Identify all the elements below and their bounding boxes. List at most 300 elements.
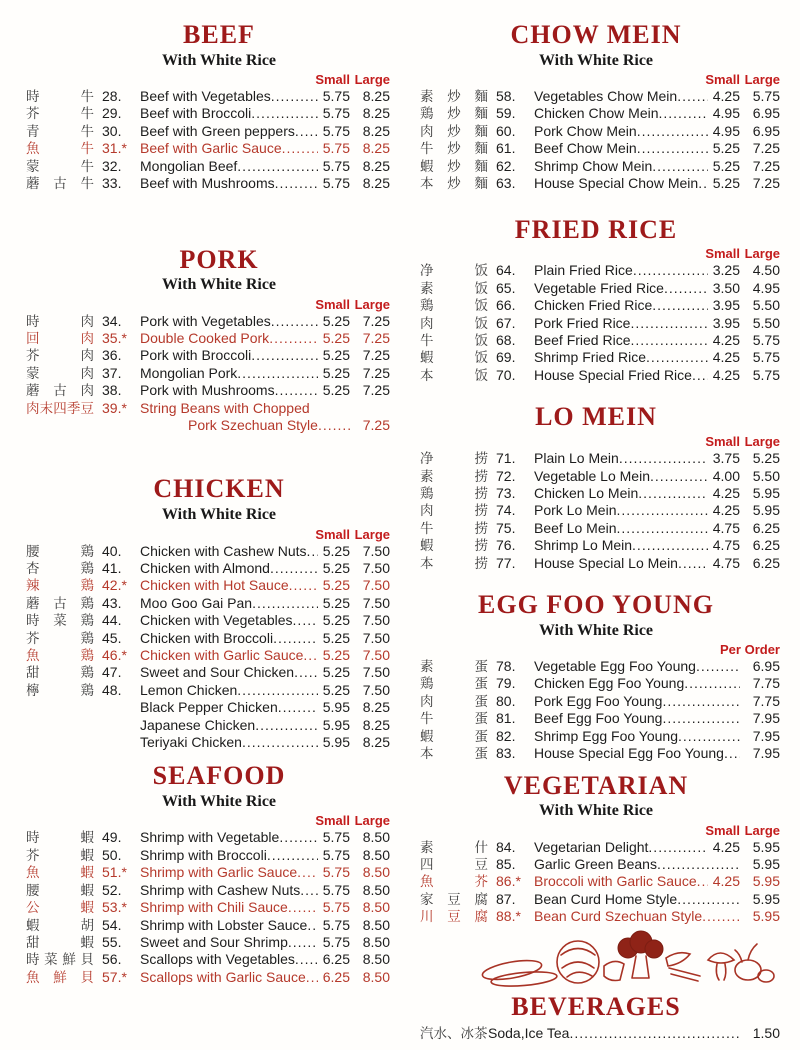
menu-item-row bbox=[412, 908, 780, 925]
chinese-character: 腰 bbox=[26, 543, 40, 559]
dot-leader bbox=[697, 873, 708, 890]
price-small: 5.75 bbox=[322, 846, 350, 863]
dot-leader bbox=[619, 450, 708, 467]
price-header bbox=[412, 434, 780, 449]
chinese-character: 芥 bbox=[474, 874, 488, 890]
section-beef bbox=[12, 20, 390, 193]
menu-item-row bbox=[12, 595, 390, 612]
item-name-text: Shrimp with Lobster Sauce bbox=[140, 916, 308, 933]
price-column-label: Small bbox=[705, 434, 740, 450]
item-name-text: Chicken with Almond bbox=[140, 559, 270, 576]
item-number: 43. bbox=[102, 594, 122, 611]
price-header bbox=[12, 297, 390, 312]
chinese-name bbox=[420, 908, 488, 925]
section-subtitle: With White Rice bbox=[161, 51, 277, 69]
chinese-character: 鮮 bbox=[62, 952, 76, 968]
chinese-character: 牛 bbox=[80, 106, 94, 122]
menu-item-row bbox=[412, 485, 780, 502]
item-number: 36. bbox=[102, 347, 122, 364]
chinese-name bbox=[420, 1025, 488, 1042]
chinese-character: 素 bbox=[420, 280, 434, 296]
item-number: 38. bbox=[102, 382, 122, 399]
chinese-character: 時 bbox=[26, 89, 40, 105]
chinese-character: 鶏 bbox=[420, 676, 434, 692]
chinese-name bbox=[26, 934, 94, 951]
item-number: 59. bbox=[496, 105, 516, 122]
item-name bbox=[140, 382, 318, 399]
price-large: 7.25 bbox=[752, 140, 780, 157]
chinese-character: 肉 bbox=[420, 315, 434, 331]
menu-item-row bbox=[412, 105, 780, 122]
item-number: 61. bbox=[496, 140, 516, 157]
item-name-text: Plain Lo Mein bbox=[534, 450, 619, 467]
chinese-character: 魚 bbox=[26, 141, 40, 157]
chinese-name bbox=[420, 468, 488, 485]
chinese-name bbox=[420, 315, 488, 332]
section-title: LO MEIN bbox=[535, 402, 657, 432]
section-title: BEEF bbox=[183, 20, 255, 49]
chinese-character: 蛋 bbox=[474, 728, 488, 744]
menu-item-row bbox=[412, 280, 780, 297]
chinese-character: 蝦 bbox=[420, 538, 434, 554]
section-veg-illustration bbox=[412, 928, 780, 990]
menu-item-row bbox=[12, 382, 390, 399]
dot-leader bbox=[569, 1025, 740, 1042]
item-name-text: Beef with Broccoli bbox=[140, 105, 252, 122]
price-large: 5.25 bbox=[752, 450, 780, 467]
chinese-character: 素 bbox=[420, 839, 434, 855]
item-name-text: Pork Egg Foo Young bbox=[534, 692, 663, 709]
item-number: 35.* bbox=[102, 330, 127, 346]
chinese-character: 時 bbox=[26, 952, 40, 968]
item-name bbox=[140, 847, 318, 864]
chinese-character: 蒙 bbox=[26, 158, 40, 174]
price-small: 5.25 bbox=[712, 157, 740, 174]
chinese-character: 蛋 bbox=[474, 693, 488, 709]
item-name-text: Shrimp with Cashew Nuts bbox=[140, 881, 301, 898]
dot-leader bbox=[273, 630, 318, 647]
item-name bbox=[534, 262, 708, 279]
price-large: 8.50 bbox=[362, 846, 390, 863]
item-name-text: Sweet and Sour Chicken bbox=[140, 664, 295, 681]
dot-leader bbox=[288, 934, 318, 951]
price-small: 5.95 bbox=[322, 733, 350, 750]
price-large: 8.25 bbox=[362, 88, 390, 105]
price-small: 5.25 bbox=[712, 140, 740, 157]
menu-item-row bbox=[412, 262, 780, 279]
item-name bbox=[140, 647, 318, 664]
price-large: 6.95 bbox=[752, 658, 780, 675]
dot-leader bbox=[289, 577, 318, 594]
chinese-name bbox=[26, 158, 94, 175]
menu-item-row bbox=[12, 882, 390, 899]
item-number: 54. bbox=[102, 916, 122, 933]
chinese-character: 古 bbox=[53, 595, 67, 611]
chinese-name bbox=[26, 347, 94, 364]
chinese-character: 菜 bbox=[44, 952, 58, 968]
price-large: 5.75 bbox=[752, 332, 780, 349]
menu-item-row bbox=[412, 158, 780, 175]
menu-item-row bbox=[412, 1025, 780, 1042]
section-egg-foo-young bbox=[412, 590, 780, 763]
dot-leader bbox=[646, 349, 708, 366]
chinese-character: 本 bbox=[420, 746, 434, 762]
item-name-text: Shrimp Egg Foo Young bbox=[534, 727, 678, 744]
price-large: 8.25 bbox=[362, 157, 390, 174]
price-column-label: Large bbox=[744, 434, 780, 450]
menu-item-row bbox=[12, 88, 390, 105]
dot-leader bbox=[275, 175, 318, 192]
menu-item-row bbox=[412, 175, 780, 192]
item-number: 85. bbox=[496, 855, 516, 872]
chinese-character: 菜 bbox=[53, 613, 67, 629]
chinese-name bbox=[420, 123, 488, 140]
chinese-character: 本 bbox=[420, 367, 434, 383]
price-large: 8.50 bbox=[362, 933, 390, 950]
dot-leader bbox=[632, 537, 708, 554]
chinese-name bbox=[26, 647, 94, 664]
price-large: 8.25 bbox=[362, 140, 390, 157]
dot-leader bbox=[677, 891, 740, 908]
chinese-character: 肉 bbox=[80, 365, 94, 381]
item-name-text: Chicken with Vegetables bbox=[140, 612, 293, 629]
item-name-text: Beef with Mushrooms bbox=[140, 175, 275, 192]
menu-item-row bbox=[412, 839, 780, 856]
menu-item-row bbox=[12, 560, 390, 577]
item-name-text: Vegetable Lo Mein bbox=[534, 467, 650, 484]
chinese-character: 公 bbox=[26, 900, 40, 916]
menu-item-row bbox=[12, 917, 390, 934]
price-column-label: Small bbox=[705, 72, 740, 88]
item-number: 67. bbox=[496, 314, 516, 331]
dot-leader bbox=[638, 485, 708, 502]
chinese-character: 胡 bbox=[80, 917, 94, 933]
item-name-text: Beef with Garlic Sauce bbox=[140, 140, 282, 157]
item-number: 46.* bbox=[102, 646, 127, 663]
price-header bbox=[412, 823, 780, 838]
chinese-character: 豆 bbox=[447, 909, 461, 925]
price-large: 6.25 bbox=[752, 537, 780, 554]
chinese-name bbox=[26, 969, 94, 986]
price-small: 3.75 bbox=[712, 450, 740, 467]
section-seafood bbox=[12, 761, 390, 986]
price-large: 6.25 bbox=[752, 519, 780, 536]
chinese-character: 炒 bbox=[447, 123, 461, 139]
menu-item-row bbox=[412, 891, 780, 908]
dot-leader bbox=[237, 158, 318, 175]
dot-leader bbox=[662, 710, 740, 727]
price-column-label: Small bbox=[315, 296, 350, 312]
chinese-name bbox=[420, 140, 488, 157]
item-name bbox=[140, 330, 318, 347]
item-name bbox=[534, 175, 708, 192]
chinese-character: 鶏 bbox=[80, 630, 94, 646]
price-small: 4.25 bbox=[712, 366, 740, 383]
dot-leader bbox=[307, 917, 318, 934]
chinese-character: 捞 bbox=[474, 451, 488, 467]
chinese-character: 鶏 bbox=[420, 106, 434, 122]
item-number: 65. bbox=[496, 279, 516, 296]
chinese-name bbox=[26, 560, 94, 577]
price-small: 5.75 bbox=[322, 864, 350, 881]
chinese-character: 蘑 bbox=[26, 383, 40, 399]
item-name-text: Garlic Green Beans bbox=[534, 855, 657, 872]
chinese-character: 麵 bbox=[474, 176, 488, 192]
item-number: 32. bbox=[102, 157, 122, 174]
dot-leader bbox=[275, 382, 318, 399]
item-name bbox=[534, 88, 708, 105]
chinese-character: 捞 bbox=[474, 555, 488, 571]
section-subtitle: With White Rice bbox=[161, 793, 277, 811]
chinese-character: 鶏 bbox=[80, 647, 94, 663]
price-column-label: Per Order bbox=[720, 642, 780, 658]
chinese-character: 肉 bbox=[420, 503, 434, 519]
item-name bbox=[534, 891, 740, 908]
menu-item-row bbox=[412, 710, 780, 727]
item-number: 45. bbox=[102, 629, 122, 646]
item-name bbox=[534, 332, 708, 349]
menu-item-row bbox=[12, 347, 390, 364]
chinese-character: 鶏 bbox=[80, 595, 94, 611]
item-name-text: Shrimp with Vegetable bbox=[140, 829, 280, 846]
item-number: 52. bbox=[102, 881, 122, 898]
item-name-text: Shrimp Lo Mein bbox=[534, 537, 633, 554]
price-small: 5.75 bbox=[322, 122, 350, 139]
dot-leader bbox=[295, 951, 318, 968]
item-number: 41. bbox=[102, 559, 122, 576]
dot-leader bbox=[294, 664, 318, 681]
price-small: 5.25 bbox=[322, 312, 350, 329]
dot-leader bbox=[271, 88, 318, 105]
chinese-character: 本 bbox=[420, 555, 434, 571]
chinese-character: 素 bbox=[420, 468, 434, 484]
item-name bbox=[140, 829, 318, 846]
chinese-character: 捞 bbox=[474, 503, 488, 519]
price-large: 6.95 bbox=[752, 122, 780, 139]
item-name bbox=[534, 485, 708, 502]
price-large: 8.25 bbox=[362, 699, 390, 716]
item-number: 48. bbox=[102, 681, 122, 698]
dot-leader bbox=[270, 560, 318, 577]
price-small: 4.95 bbox=[712, 122, 740, 139]
menu-item-row bbox=[12, 734, 390, 751]
item-number: 39.* bbox=[102, 399, 127, 416]
chinese-character: 腰 bbox=[26, 882, 40, 898]
dot-leader bbox=[698, 175, 708, 192]
price-large: 5.75 bbox=[752, 88, 780, 105]
price-small: 5.95 bbox=[322, 699, 350, 716]
item-number: 71. bbox=[496, 450, 516, 467]
item-name-text: Pork with Broccoli bbox=[140, 347, 252, 364]
chinese-character: 蛋 bbox=[474, 746, 488, 762]
menu-item-row bbox=[12, 577, 390, 594]
chinese-character: 蝦 bbox=[420, 158, 434, 174]
price-small: 5.75 bbox=[322, 88, 350, 105]
section-chow-mein bbox=[412, 20, 780, 193]
price-column-label: Small bbox=[705, 822, 740, 838]
chinese-character: 豆 bbox=[447, 891, 461, 907]
chinese-character: 時 bbox=[26, 830, 40, 846]
chinese-name bbox=[420, 367, 488, 384]
price-large: 5.75 bbox=[752, 366, 780, 383]
chinese-name bbox=[26, 105, 94, 122]
item-name bbox=[534, 520, 708, 537]
item-name-text: Chicken with Hot Sauce bbox=[140, 577, 289, 594]
item-name bbox=[140, 699, 318, 716]
chinese-name bbox=[420, 537, 488, 554]
price-large: 5.95 bbox=[752, 855, 780, 872]
item-number: 69. bbox=[496, 349, 516, 366]
item-name-text: Chicken Chow Mein bbox=[534, 105, 659, 122]
price-large: 8.50 bbox=[362, 829, 390, 846]
price-small: 6.25 bbox=[322, 968, 350, 985]
chinese-name bbox=[26, 140, 94, 157]
item-number: 77. bbox=[496, 554, 516, 571]
menu-item-row bbox=[12, 105, 390, 122]
item-name bbox=[140, 717, 318, 734]
item-number: 51.* bbox=[102, 864, 127, 881]
price-small: 5.25 bbox=[712, 175, 740, 192]
price-header bbox=[12, 813, 390, 828]
chinese-character: 鶏 bbox=[420, 485, 434, 501]
vegetables-illustration bbox=[476, 928, 776, 990]
chinese-character: 蘑 bbox=[26, 595, 40, 611]
section-fried-rice bbox=[412, 215, 780, 385]
price-small: 3.25 bbox=[712, 262, 740, 279]
menu-item-row bbox=[12, 664, 390, 681]
section-subtitle: With White Rice bbox=[538, 802, 654, 820]
item-name bbox=[534, 349, 708, 366]
dot-leader bbox=[251, 347, 318, 364]
price-large: 7.25 bbox=[752, 157, 780, 174]
item-name bbox=[534, 873, 708, 890]
chinese-name bbox=[420, 175, 488, 192]
price-large: 6.25 bbox=[752, 554, 780, 571]
dot-leader bbox=[307, 543, 318, 560]
chinese-character: 牛 bbox=[80, 158, 94, 174]
chinese-character: 牛 bbox=[80, 89, 94, 105]
price-small: 5.75 bbox=[322, 933, 350, 950]
price-large: 7.25 bbox=[362, 312, 390, 329]
dot-leader bbox=[702, 908, 740, 925]
price-small: 5.75 bbox=[322, 157, 350, 174]
chinese-character: 鶏 bbox=[80, 665, 94, 681]
item-name-text: Scallops with Garlic Sauce bbox=[140, 968, 306, 985]
price-large: 7.95 bbox=[752, 710, 780, 727]
chinese-character: 麵 bbox=[474, 158, 488, 174]
item-name bbox=[140, 365, 318, 382]
menu-item-row bbox=[12, 330, 390, 347]
chinese-name bbox=[26, 882, 94, 899]
chinese-character: 魚 bbox=[26, 865, 40, 881]
item-name bbox=[140, 577, 318, 594]
item-name bbox=[140, 543, 318, 560]
menu-item-row bbox=[412, 349, 780, 366]
chinese-name bbox=[420, 450, 488, 467]
item-name-text: Bean Curd Home Style bbox=[534, 890, 678, 907]
chinese-character: 炒 bbox=[447, 176, 461, 192]
item-number: 78. bbox=[496, 658, 516, 675]
item-name-text: Chicken Lo Mein bbox=[534, 484, 639, 501]
menu-item-row bbox=[12, 847, 390, 864]
chinese-character: 素 bbox=[420, 659, 434, 675]
dot-leader bbox=[696, 658, 740, 675]
item-name bbox=[534, 280, 708, 297]
chinese-character: 蝦 bbox=[80, 900, 94, 916]
menu-item-row bbox=[412, 520, 780, 537]
dot-leader bbox=[637, 140, 708, 157]
section-subtitle: With White Rice bbox=[161, 276, 277, 294]
chinese-character: 古 bbox=[53, 176, 67, 192]
price-large: 5.50 bbox=[752, 314, 780, 331]
chinese-name bbox=[420, 856, 488, 873]
item-name bbox=[140, 612, 318, 629]
chinese-character: 饭 bbox=[474, 350, 488, 366]
chinese-character: 牛 bbox=[420, 333, 434, 349]
item-name-text: Moo Goo Gai Pan bbox=[140, 594, 253, 611]
dot-leader bbox=[678, 728, 740, 745]
item-name-text: Mongolian Beef bbox=[140, 157, 238, 174]
section-title: CHICKEN bbox=[153, 474, 285, 504]
section-title: FRIED RICE bbox=[514, 214, 678, 244]
price-small: 5.25 bbox=[322, 664, 350, 681]
item-number: 47. bbox=[102, 664, 122, 681]
chinese-character: 蝦 bbox=[420, 350, 434, 366]
item-number: 62. bbox=[496, 157, 516, 174]
dot-leader bbox=[659, 105, 709, 122]
chinese-character: 古 bbox=[53, 383, 67, 399]
chinese-name bbox=[420, 693, 488, 710]
item-number: 40. bbox=[102, 542, 122, 559]
chinese-character: 净 bbox=[420, 263, 434, 279]
item-number: 44. bbox=[102, 612, 122, 629]
item-number: 84. bbox=[496, 838, 516, 855]
section-lo-mein bbox=[412, 402, 780, 572]
chinese-character: 魚 bbox=[26, 647, 40, 663]
price-header bbox=[412, 72, 780, 87]
chinese-character: 蛋 bbox=[474, 659, 488, 675]
dot-leader bbox=[724, 745, 740, 762]
price-small: 4.95 bbox=[712, 105, 740, 122]
chinese-character: 芥 bbox=[26, 847, 40, 863]
chinese-name bbox=[26, 543, 94, 560]
item-name bbox=[140, 123, 318, 140]
dot-leader bbox=[652, 297, 708, 314]
price-small: 5.75 bbox=[322, 899, 350, 916]
dot-leader bbox=[297, 864, 318, 881]
price-small: 5.25 bbox=[322, 629, 350, 646]
chinese-character: 牛 bbox=[80, 176, 94, 192]
chinese-character: 貝 bbox=[80, 952, 94, 968]
chinese-name bbox=[420, 502, 488, 519]
item-number: 76. bbox=[496, 537, 516, 554]
item-number: 29. bbox=[102, 105, 122, 122]
item-name bbox=[140, 917, 318, 934]
menu-item-row bbox=[12, 951, 390, 968]
chinese-character: 麵 bbox=[474, 106, 488, 122]
item-name bbox=[140, 347, 318, 364]
item-name bbox=[534, 745, 740, 762]
price-small: 4.25 bbox=[712, 484, 740, 501]
menu-item-row bbox=[12, 682, 390, 699]
chinese-name bbox=[26, 365, 94, 382]
item-name-text: Japanese Chicken bbox=[140, 716, 256, 733]
dot-leader bbox=[293, 612, 318, 629]
item-name-text: Shrimp Chow Mein bbox=[534, 157, 653, 174]
price-small: 4.25 bbox=[712, 332, 740, 349]
price-small: 5.25 bbox=[322, 542, 350, 559]
chinese-name bbox=[420, 745, 488, 762]
